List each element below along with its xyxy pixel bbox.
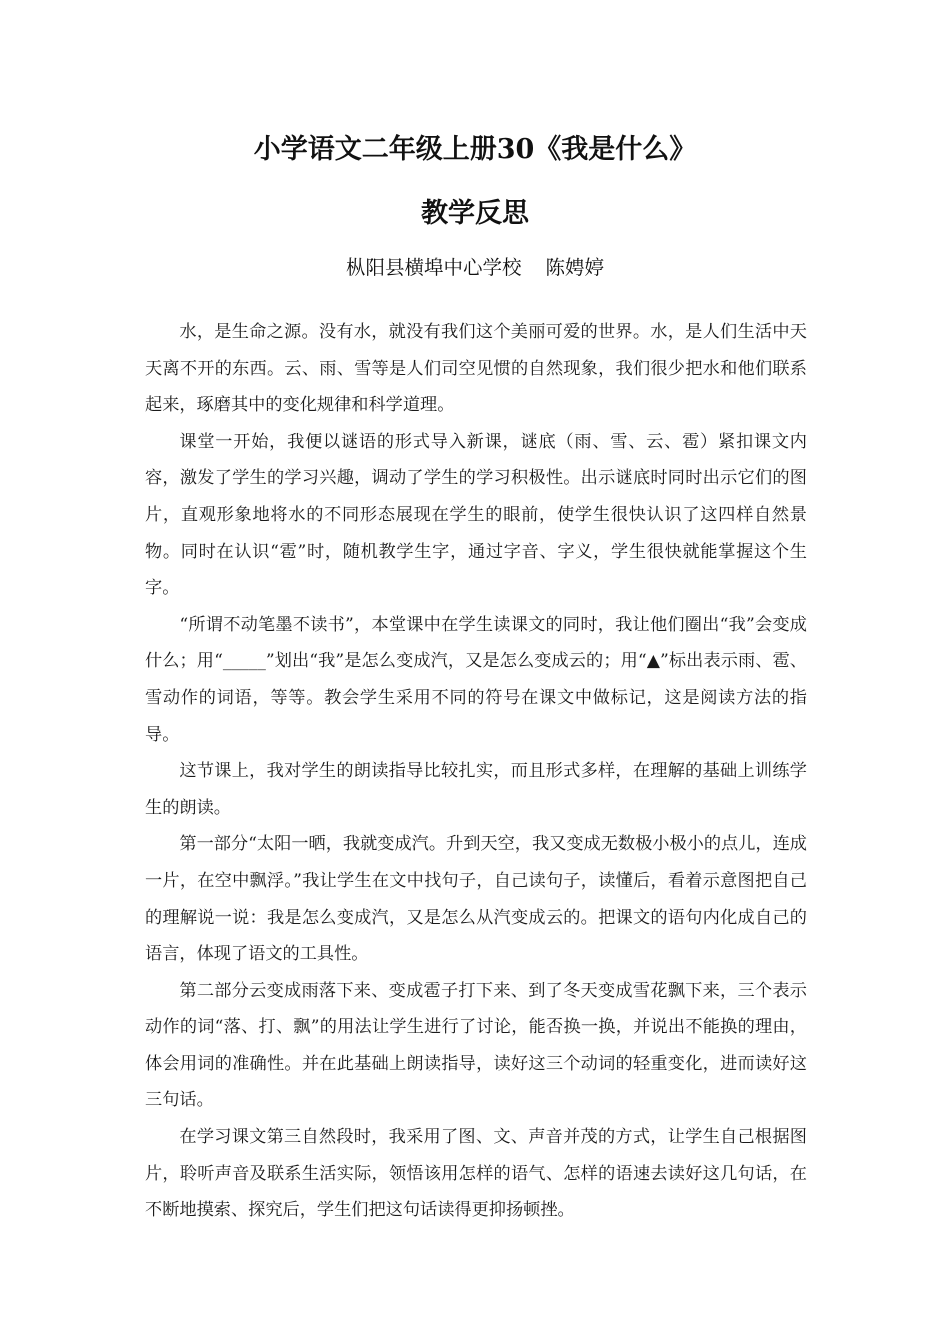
author-name: 陈娉婷: [545, 256, 605, 279]
paragraph: 在学习课文第三自然段时，我采用了图、文、声音并茂的方式，让学生自己根据图片，聆听声音及联系生活实际，领悟该用怎样的语气、怎样的语速去读好这几句话，在不断地摸索、探究后，学生们把这句话读得更抑扬顿挫。: [145, 1127, 807, 1221]
paragraph: 第一部分“太阳一晒，我就变成汽。升到天空，我又变成无数极小极小的点儿，连成一片，在空中飘浮。”我让学生在文中找句子，自己读句子，读懂后，看着示意图把自己的理解说一说：我是怎么变成汽，又是怎么从汽变成云的。把课文的语句内化成自己的语言，体现了语文的工具性。: [145, 834, 807, 965]
document-subtitle: 教学反思: [421, 198, 529, 229]
author-line: [0, 253, 950, 283]
paragraph: “所谓不动笔墨不读书”，本堂课中在学生读课文的同时，我让他们圈出“我”会变成什么；用“_____”划出“我”是怎么变成汽，又是怎么变成云的；用“▲”标出表示雨、雹、雪动作的词语，等等。教会学生采用不同的符号在课文中做标记，这是阅读方法的指导。: [145, 614, 807, 745]
document-body: [145, 314, 807, 1229]
paragraph: 第二部分云变成雨落下来、变成雹子打下来、到了冬天变成雪花飘下来，三个表示动作的词“落、打、飘”的用法让学生进行了讨论，能否换一换，并说出不能换的理由，体会用词的准确性。并在此基础上朗读指导，读好这三个动词的轻重变化，进而读好这三句话。: [145, 980, 807, 1111]
paragraph: 水，是生命之源。没有水，就没有我们这个美丽可爱的世界。水，是人们生活中天天离不开的东西。云、雨、雪等是人们司空见惯的自然现象，我们很少把水和他们联系起来，琢磨其中的变化规律和科学道理。: [145, 322, 807, 416]
document-title: 小学语文二年级上册30《我是什么》: [253, 134, 697, 165]
paragraph: 课堂一开始，我便以谜语的形式导入新课，谜底（雨、雪、云、雹）紧扣课文内容，激发了学生的学习兴趣，调动了学生的学习积极性。出示谜底时同时出示它们的图片，直观形象地将水的不同形态展现在学生的眼前，使学生很快认识了这四样自然景物。同时在认识“雹”时，随机教学生字，通过字音、字义，学生很快就能掌握这个生字。: [145, 431, 807, 599]
author-school: 枞阳县横埠中心学校: [345, 256, 522, 279]
paragraph: 这节课上，我对学生的朗读指导比较扎实，而且形式多样，在理解的基础上训练学生的朗读。: [145, 761, 807, 818]
